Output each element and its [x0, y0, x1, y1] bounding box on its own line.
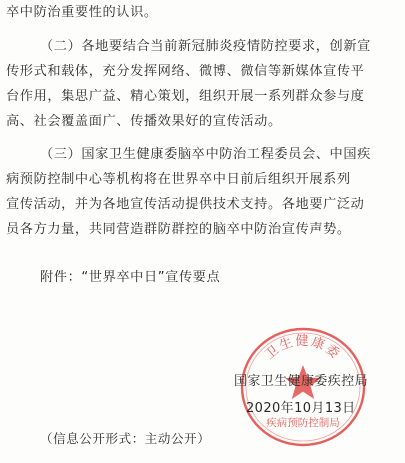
attachment-line: 附件：“世界卒中日”宣传要点 — [40, 270, 221, 285]
paragraph-line: （三）国家卫生健康委脑卒中防治工程委员会、中国疾 — [40, 147, 371, 162]
paragraph-line: 高、社会覆盖面广、传播效果好的宣传活动。 — [6, 114, 282, 129]
footer-note: （信息公开形式：主动公开） — [40, 431, 211, 446]
paragraph-line: 员各方力量，共同营造群防群控的脑卒中防治宣传声势。 — [6, 222, 351, 237]
seal-top-text: 卫生健康委 — [262, 334, 344, 363]
paragraph-line: （二）各地要结合当前新冠肺炎疫情防控要求，创新宣 — [40, 39, 371, 54]
issuing-organization: 国家卫生健康委疾控局 — [234, 374, 369, 389]
svg-text:卫生健康委 — [262, 333, 343, 363]
paragraph-line: 宣传活动，并为各地宣传活动提供技术支持。各地要广泛动 — [6, 197, 365, 212]
paragraph-line: 传形式和载体，充分发挥网络、微博、微信等新媒体宣传平 — [6, 64, 365, 79]
seal-bottom-text: 疾病预防控制局 — [266, 417, 340, 429]
paragraph-line: 台作用，集思广益、精心策划，组织开展一系列群众参与度 — [6, 89, 365, 104]
paragraph-line: 病预防控制中心等机构将在世界卒中日前后组织开展系列 — [6, 172, 351, 187]
paragraph-line: 卒中防治重要性的认识。 — [6, 5, 158, 20]
issue-date: 2020年10月13日 — [246, 401, 356, 416]
